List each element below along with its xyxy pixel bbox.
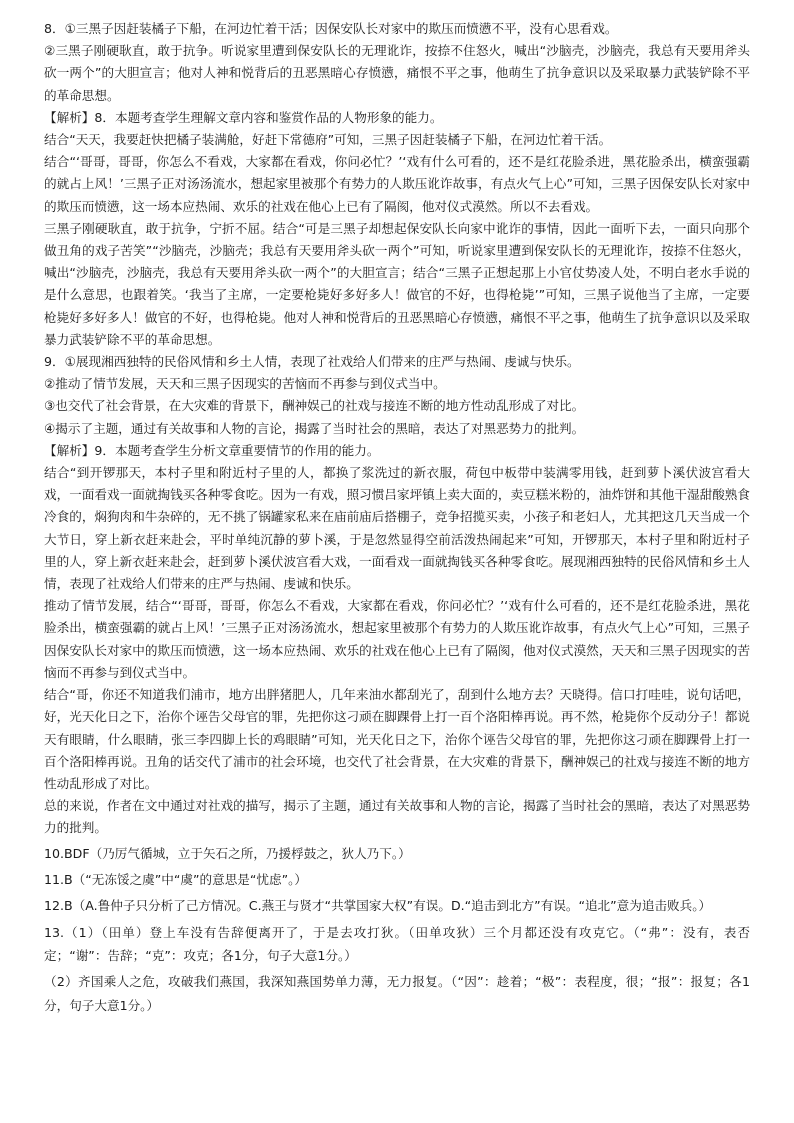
analysis-8-para-1: 结合“天天，我要赶快把橘子装满舱，好赶下常德府”可知，三黑子因赶装橘子下船，在河边忙着干活。 xyxy=(44,132,612,148)
answer-10: 10.BDF（乃厉气循城，立于矢石之所，乃援桴鼓之，狄人乃下。） xyxy=(44,846,411,862)
analysis-9-para-2: 推动了情节发展，结合“‘哥哥，哥哥，你怎么不看戏，大家都在看戏，你问必忙？’‘戏有什么可看的，还不是红花脸杀进，黑花脸杀出，横蛮强霸的就占上风！’三黑子正对汤汤流水，想起家里被那个有势力的人欺压讹诈故事，有点火气上心”可知，三黑子因保安队长对家中的欺压而愤懑，这一场本应热闹、欢乐的社戏在他心上已有了隔阂，他对仪式漠然，天天和三黑子因现实的苦恼而不再参与到仪式当中。 xyxy=(44,598,750,680)
answer-9-part-3: ③也交代了社会背景，在大灾难的背景下，酬神娱己的社戏与接连不断的地方性动乱形成了对比。 xyxy=(44,398,585,414)
analysis-8-para-3: 三黑子刚硬耿直，敢于抗争，宁折不屈。结合“可是三黑子却想起保安队长向家中讹诈的事情，因此一面听下去，一面只向那个做丑角的戏子苦笑”“沙脑壳，沙脑壳；我总有天要用斧头砍一两个”可知，听说家里遭到保安队长的无理讹诈，按捺不住怒火，喊出“沙脑壳，沙脑壳，我总有天要用斧头砍一两个”的大胆宣言；结合“三黑子正想起那上小官仗势凌人处，不明白老水手说的是什么意思，也跟着笑。‘我当了主席，一定要枪毙好多好多人！做官的不好，也得枪毙’”可知，三黑子说他当了主席，一定要枪毙好多好多人！做官的不好，也得枪毙。他对人神和悦背后的丑恶黑暗心存愤懑，痛恨不平之事，他萌生了抗争意识以及采取暴力武装铲除不平的革命思想。 xyxy=(44,220,750,347)
analysis-8-heading: 【解析】8．本题考查学生理解文章内容和鉴赏作品的人物形象的能力。 xyxy=(44,109,443,125)
analysis-9-para-3: 结合“哥，你还不知道我们浦市，地方出胖猪肥人，几年来油水都刮光了，刮到什么地方去？天晓得。信口打哇哇，说句话吧，好，光天化日之下，治你个诬告父母官的罪，先把你这刁顽在脚踝骨上打一百个洛阳棒再说。再不然，枪毙你个反动分子！都说天有眼睛，什么眼睛，张三李四脚上长的鸡眼睛”可知，光天化日之下，治你个诬告父母官的罪，先把你这刁顽在脚踝骨上打一百个洛阳棒再说。丑角的话交代了浦市的社会环境，也交代了社会背景，在大灾难的背景下，酬神娱己的社戏与接连不断的地方性动乱形成了对比。 xyxy=(44,687,750,791)
answer-9-part-1: 9．①展现湘西独特的民俗风情和乡土人情，表现了社戏给人们带来的庄严与热闹、虔诚与快乐。 xyxy=(44,354,580,370)
analysis-9-heading: 【解析】9．本题考查学生分析文章重要情节的作用的能力。 xyxy=(44,442,380,458)
analysis-9-summary: 总的来说，作者在文中通过对社戏的描写，揭示了主题，通过有关故事和人物的言论，揭露了当时社会的黑暗，表达了对黑恶势力的批判。 xyxy=(44,798,750,836)
answer-11: 11.B（“无冻馁之虞”中“虞”的意思是“忧虑”。） xyxy=(44,872,308,888)
answer-8-part-2: ②三黑子刚硬耿直，敢于抗争。听说家里遭到保安队长的无理讹诈，按捺不住怒火，喊出“沙脑壳，沙脑壳，我总有天要用斧头砍一两个”的大胆宣言；他对人神和悦背后的丑恶黑暗心存愤懑，痛恨不平之事，他萌生了抗争意识以及采取暴力武装铲除不平的革命思想。 xyxy=(44,43,750,103)
answer-13-part-1: 13.（1）（田单）登上车没有告辞便离开了，于是去攻打狄。（田单攻狄）三个月都还没有攻克它。（“弗”：没有，表否定；“谢”：告辞；“克”：攻克；各1分，句子大意1分。） xyxy=(44,924,750,964)
answer-13-part-2: （2）齐国乘人之危，攻破我们燕国，我深知燕国势单力薄，无力报复。（“因”：趁着；“极”：表程度，很；“报”：报复；各1分，句子大意1分。） xyxy=(44,974,750,1014)
answer-9-part-4: ④揭示了主题，通过有关故事和人物的言论，揭露了当时社会的黑暗，表达了对黑恶势力的批判。 xyxy=(44,420,585,436)
analysis-9-para-1: 结合“到开锣那天，本村子里和附近村子里的人，都换了浆洗过的新衣服，荷包中板带中装满零用钱，赶到萝卜溪伏波宫看大戏，一面看戏一面就掏钱买各种零食吃。因为一有戏，照习惯吕家坪镇上卖大面的，卖豆糕米粉的，油炸饼和其他干湿甜酸熟食冷食的，焖狗肉和牛杂碎的，无不挑了锅罐家私来在庙前庙后搭棚子，竞争招揽买卖，小孩子和老妇人，尤其把这几天当成一个大节日，穿上新衣赶来赴会，平时单纯沉静的萝卜溪，于是忽然显得空前活泼热闹起来”可知，开锣那天，本村子里和附近村子里的人，穿上新衣赶来赴会，赶到萝卜溪伏波宫看大戏，一面看戏一面就掏钱买各种零食吃。展现湘西独特的民俗风情和乡土人情，表现了社戏给人们带来的庄严与热闹、虔诚和快乐。 xyxy=(44,465,750,592)
answer-9-part-2: ②推动了情节发展，天天和三黑子因现实的苦恼而不再参与到仪式当中。 xyxy=(44,376,446,392)
analysis-8-para-2: 结合“‘哥哥，哥哥，你怎么不看戏，大家都在看戏，你问必忙？’‘戏有什么可看的，还不是红花脸杀进，黑花脸杀出，横蛮强霸的就占上风！’三黑子正对汤汤流水，想起家里被那个有势力的人欺压讹诈故事，有点火气上心”可知，三黑子因保安队长对家中的欺压而愤懑，这一场本应热闹、欢乐的社戏在他心上已有了隔阂，他对仪式漠然。所以不去看戏。 xyxy=(44,154,750,214)
answer-12: 12.B（A.鲁仲子只分析了己方情况。C.燕王与贤才“共掌国家大权”有误。D.“追击到北方”有误。“追北”意为追击败兵。） xyxy=(44,898,712,914)
answer-8-part-1: 8．①三黑子因赶装橘子下船，在河边忙着干活；因保安队长对家中的欺压而愤懑不平，没有心思看戏。 xyxy=(44,21,618,36)
